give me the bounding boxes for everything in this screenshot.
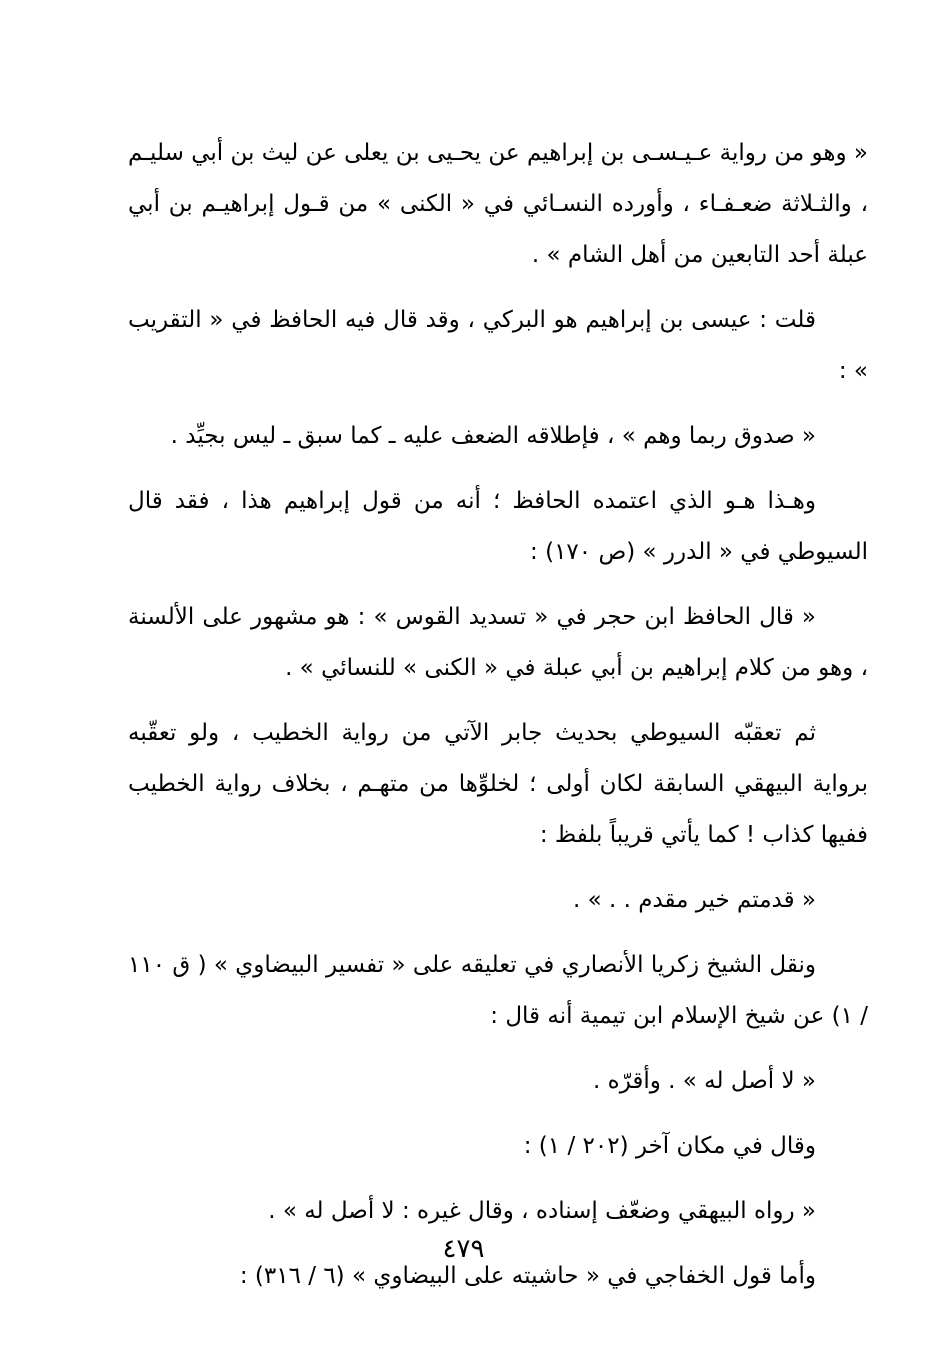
paragraph-thumma-taaqqabahu: ثم تعقبّه السيوطي بحديث جابر الآتي من رواية الخطيب ، ولو تعقّبه برواية البيهقي السابقة لكان أولى ؛ لخلوِّها من متهـم ، بخلاف رواية الخطيب ففيها كذاب ! كما يأتي قريباً بلفظ : — [128, 720, 868, 848]
paragraph-qal-al-hafiz: « قال الحافظ ابن حجر في « تسديد القوس » : هو مشهور على الألسنة ، وهو من كلام إبراهيم بن أبي عبلة في « الكنى » للنسائي » . — [128, 604, 868, 681]
body-text — [128, 128, 868, 1316]
paragraph-naqala-zakariya: ونقل الشيخ زكريا الأنصاري في تعليقه على « تفسير البيضاوي » ( ق ١١٠ / ١) عن شيخ الإسلام ابن تيمية أنه قال : — [128, 952, 868, 1029]
paragraph-qultu: قلت : عيسى بن إبراهيم هو البركي ، وقد قال فيه الحافظ في « التقريب » : — [128, 307, 868, 384]
paragraph-qadimtum: « قدمتم خير مقدم . . » . — [572, 887, 816, 913]
paragraph-la-asla-lahu: « لا أصل له » . وأقرّه . — [593, 1068, 816, 1094]
paragraph-rawahu-al-bayhaqi: « رواه البيهقي وضعّف إسناده ، وقال غيره : لا أصل له » . — [268, 1198, 816, 1224]
paragraph-hadha-huwa: وهـذا هـو الذي اعتمده الحافظ ؛ أنه من قول إبراهيم هذا ، فقد قال السيوطي في « الدرر » (ص ١٧٠) : — [128, 488, 868, 565]
paragraph-qala-fi-makan: وقال في مكان آخر (٢٠٢ / ١) : — [523, 1133, 816, 1159]
paragraph-saduq: « صدوق ربما وهم » ، فإطلاقه الضعف عليه ـ كما سبق ـ ليس بجيِّد . — [170, 423, 816, 449]
page-number: ٤٧٩ — [442, 1234, 485, 1264]
paragraph-amma-qawl-al-khafaji: وأما قول الخفاجي في « حاشيته على البيضاوي » (٦ / ٣١٦) : — [239, 1263, 816, 1289]
paragraph-quote-riwaya: « وهو من رواية عـيـسـى بن إبراهيم عن يحـيى بن يعلى عن ليث بن أبي سليـم ، والثـلاثة ضعـفـاء ، وأورده النسـائي في « الكنى » من قـول إبراهيـم بن أبي عبلة أحد التابعين من أهل الشام » . — [128, 140, 868, 268]
